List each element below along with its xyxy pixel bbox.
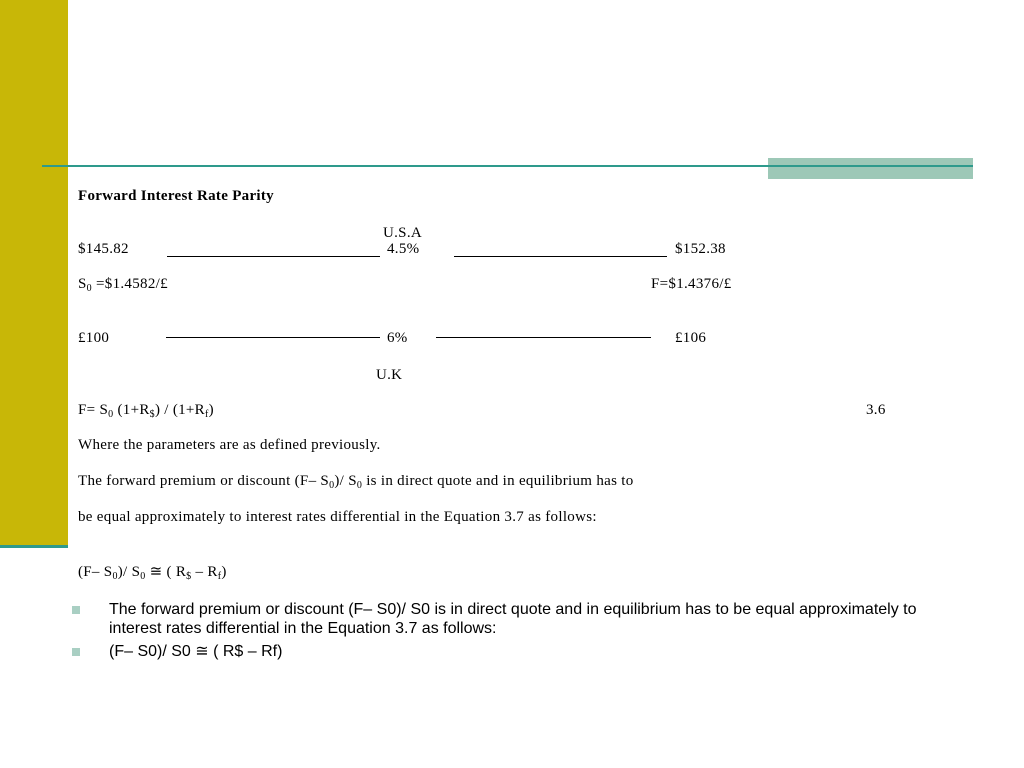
header-accent-block	[768, 158, 973, 179]
bullet-item	[72, 600, 952, 638]
approx-formula: (F– $S_0)/$ $S_0$ ≅ ( $R_{\$} - R_f$)	[78, 564, 227, 582]
usa-left-line	[167, 256, 380, 257]
bullet-square-icon	[72, 606, 80, 614]
figure-heading: Forward Interest Rate Parity	[78, 188, 274, 204]
usa-right-amount: $152.38	[675, 241, 726, 257]
uk-left-amount: £100	[78, 330, 110, 346]
left-accent-bar	[0, 0, 68, 546]
uk-label: U.K	[376, 367, 403, 383]
spot-rate: $S_0$ =$1.4582/£	[78, 276, 168, 294]
usa-rate: 4.5%	[387, 241, 420, 257]
usa-right-line	[454, 256, 667, 257]
left-bar-edge	[0, 545, 68, 548]
equation-number: 3.6	[866, 402, 886, 418]
usa-label: U.S.A	[383, 225, 423, 241]
irp-formula: $F= S_0$ $(1+R_{\$}) / (1+R_f)$	[78, 402, 214, 420]
premium-line-1: The forward premium or discount (F– $S_0)/$ $S_0$ is in direct quote and in equilibrium has to	[78, 473, 634, 491]
usa-left-amount: $145.82	[78, 241, 129, 257]
uk-right-line	[436, 337, 651, 338]
bullet-item	[72, 642, 952, 661]
premium-line-2: be equal approximately to interest rates differential in the Equation 3.7 as follows:	[78, 509, 597, 525]
bullet-text: (F– S0)/ S0 ≅ ( R$ – Rf)	[109, 643, 283, 660]
where-line: Where the parameters are as defined previously.	[78, 437, 381, 453]
uk-rate: 6%	[387, 330, 408, 346]
bullet-list	[72, 600, 952, 665]
bullet-text: The forward premium or discount (F– S0)/ S0 is in direct quote and in equilibrium has to be equal approximately to interest rates differential in the Equation 3.7 as follows:	[109, 601, 917, 637]
uk-left-line	[166, 337, 380, 338]
uk-right-amount: £106	[675, 330, 707, 346]
forward-rate: F=$1.4376/£	[651, 276, 732, 292]
bullet-square-icon	[72, 648, 80, 656]
